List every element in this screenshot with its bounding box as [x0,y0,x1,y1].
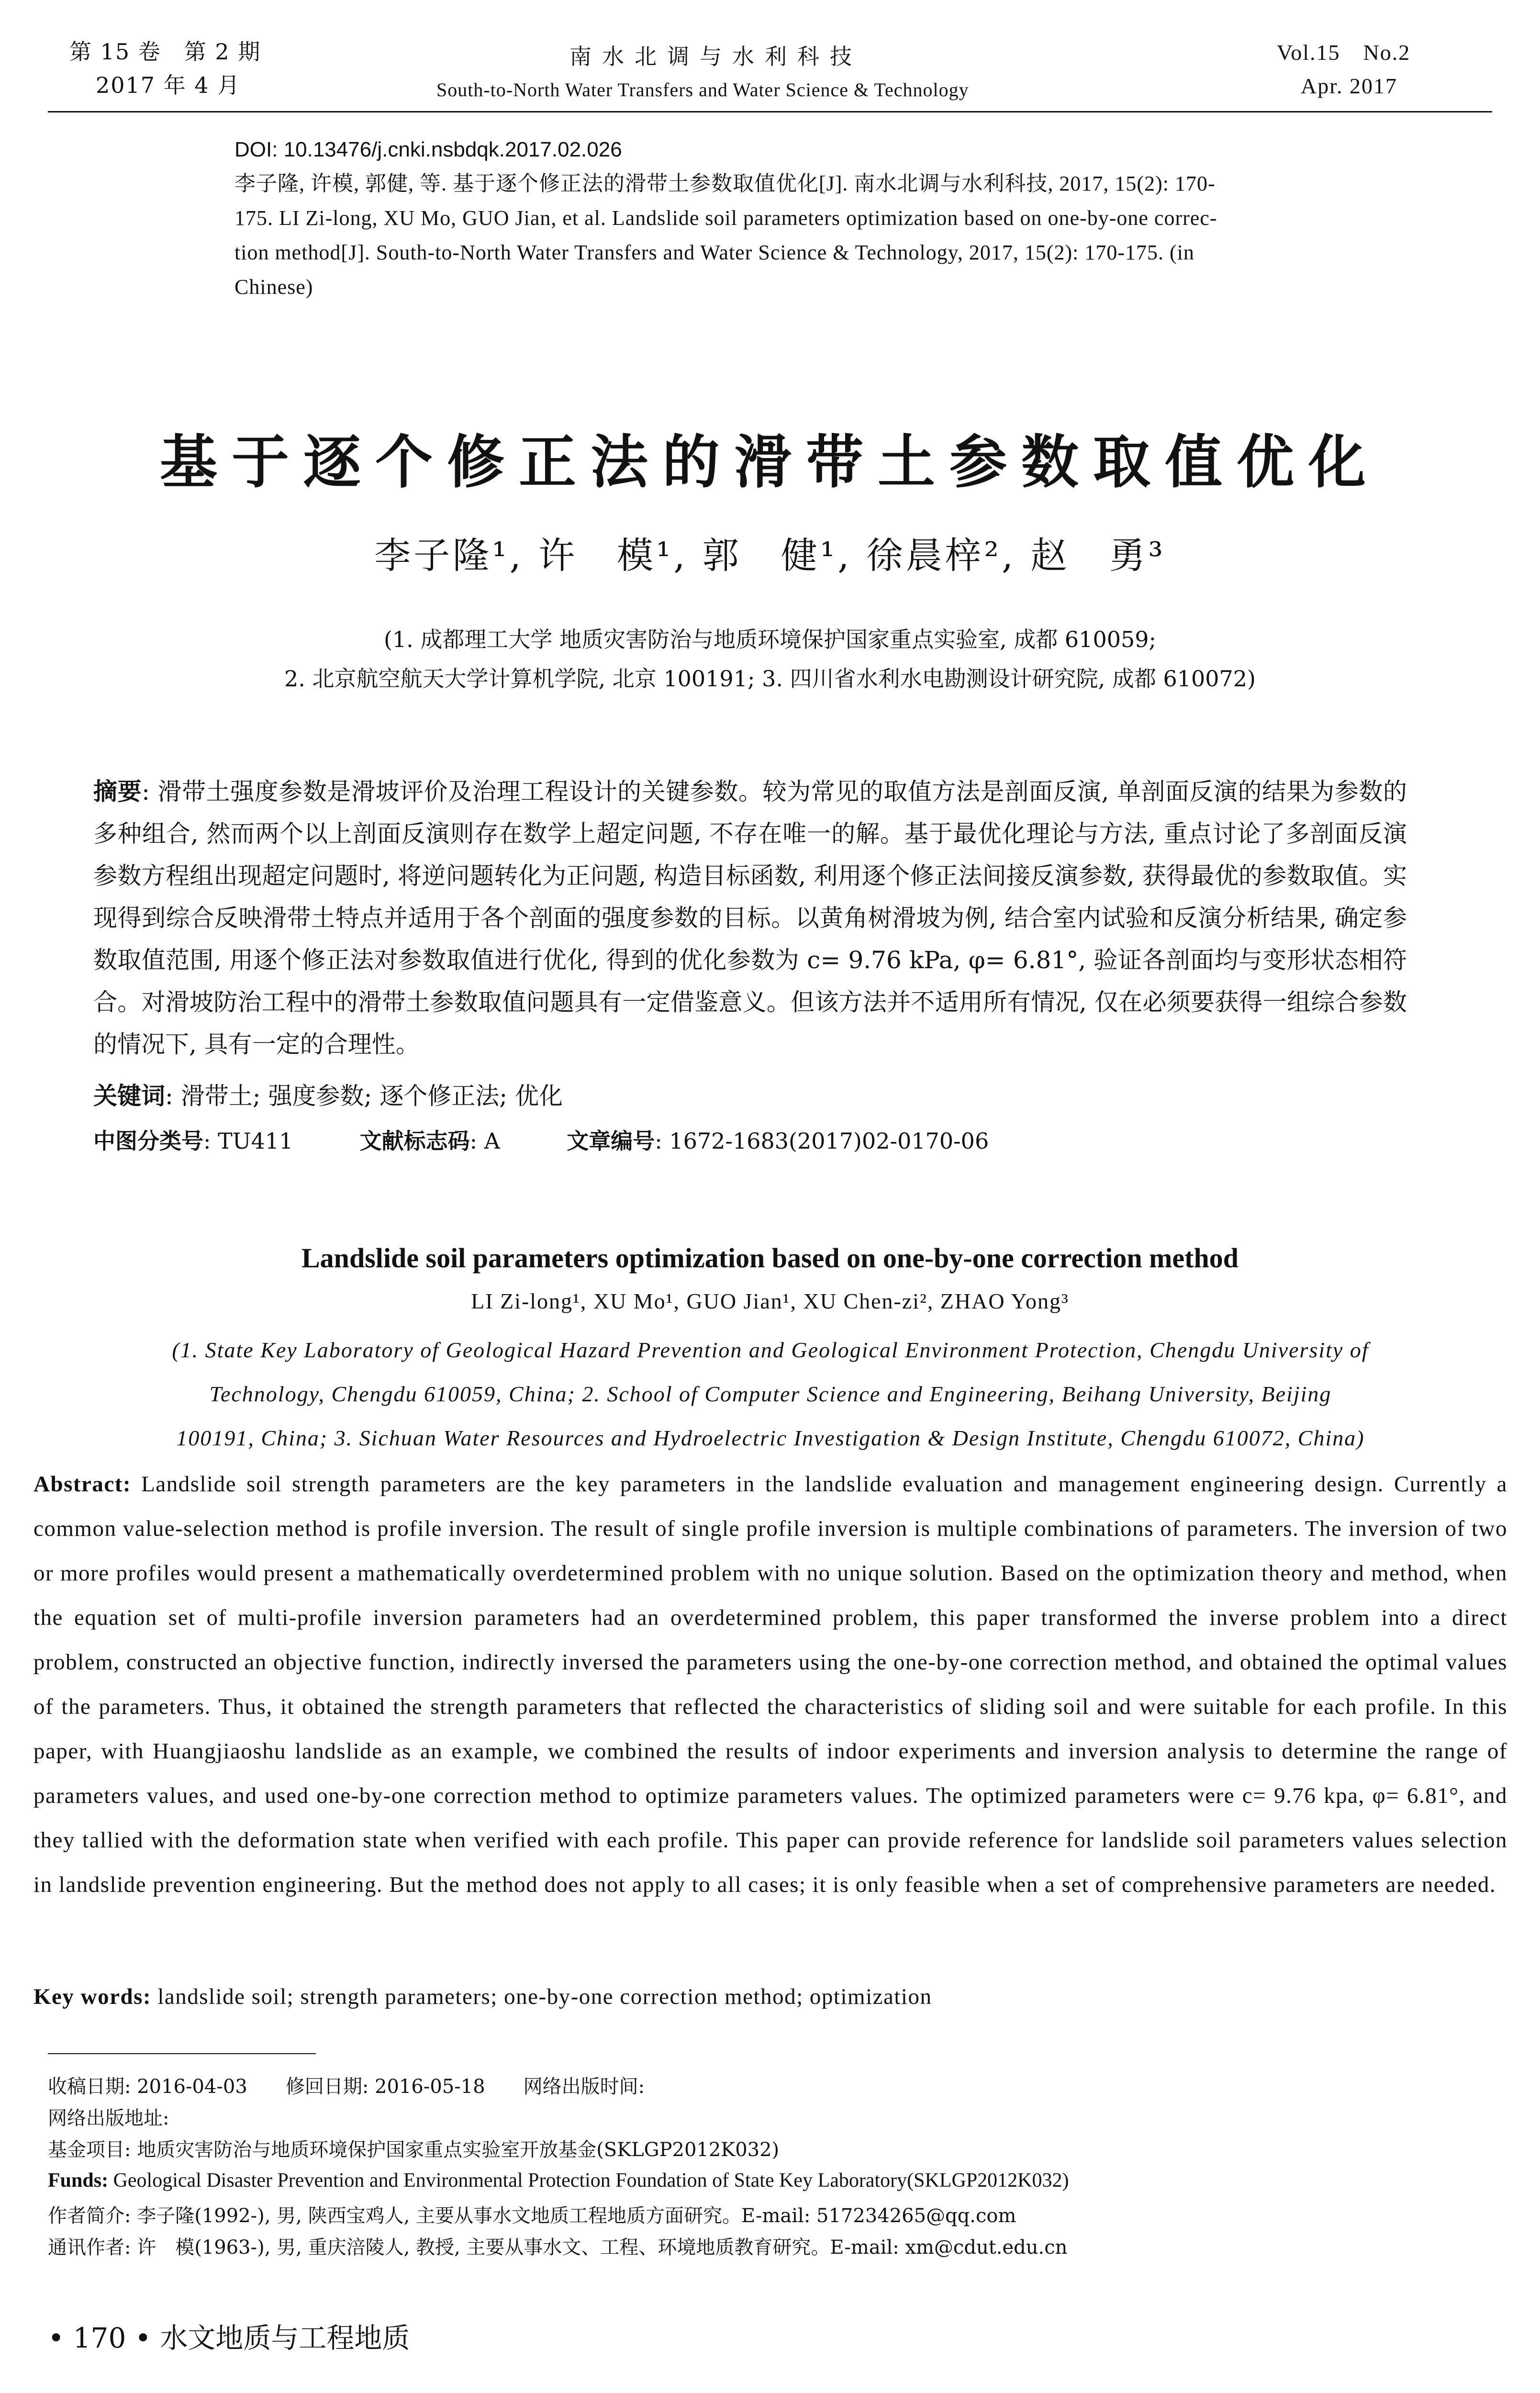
header-rule [48,111,1492,112]
footnote-fund-cn: 基金项目: 地质灾害防治与地质环境保护国家重点实验室开放基金(SKLGP2012K032) [48,2139,780,2161]
keywords-en-label: Key words: [33,1984,152,2009]
keywords-cn-label: 关键词 [93,1082,165,1110]
paper-title-cn: 基于逐个修正法的滑带土参数取值优化 [160,428,1380,496]
doc-code-value: A [484,1128,500,1154]
article-id-label: 文章编号 [567,1128,655,1154]
affiliation-en-line-3: 100191, China; 3. Sichuan Water Resources and Hydroelectric Investigation & Design Institute, Chengdu 610072, China) [176,1426,1365,1450]
abstract-en-label: Abstract: [33,1472,132,1497]
footnote-fund-en-text: Geological Disaster Prevention and Environmental Protection Foundation of State Key Laboratory(SKLGP2012K032) [113,2169,1069,2192]
clc-label: 中图分类号 [93,1128,203,1154]
abstract-cn-label: 摘要 [93,777,142,805]
citation-line-2: 175. LI Zi-long, XU Mo, GUO Jian, et al. Landslide soil parameters optimization based on one-by-one correc- [234,206,1217,230]
date-label-en: Apr. 2017 [1301,74,1397,98]
keywords-en [33,1984,932,2010]
volume-label: Vol.15 No.2 [1277,40,1411,65]
affiliation-en-line-2: Technology, Chengdu 610059, China; 2. School of Computer Science and Engineering, Beihang University, Beijing [209,1382,1332,1406]
issue-label: 第 15 卷 第 2 期 [69,39,261,65]
footnote-author1: 作者简介: 李子隆(1992-), 男, 陕西宝鸡人, 主要从事水文地质工程地质方面研究。E-mail: 517234265@qq.com [48,2205,1016,2227]
clc-value: TU411 [218,1128,293,1154]
footnote-fund-en-label: Funds: [48,2169,109,2192]
keywords-cn-text: 滑带土; 强度参数; 逐个修正法; 优化 [180,1082,563,1110]
doc-code-label: 文献标志码 [359,1128,470,1154]
keywords-en-text: landslide soil; strength parameters; one-by-one correction method; optimization [157,1984,932,2009]
citation-line-1: 李子隆, 许模, 郭健, 等. 基于逐个修正法的滑带土参数取值优化[J]. 南水北调与水利科技, 2017, 15(2): 170- [234,172,1216,195]
authors-en: LI Zi-long¹, XU Mo¹, GUO Jian¹, XU Chen-zi², ZHAO Yong³ [471,1289,1069,1313]
footnote-author2: 通讯作者: 许 模(1963-), 男, 重庆涪陵人, 教授, 主要从事水文、工程、环境地质教育研究。E-mail: xm@cdut.edu.cn [48,2236,1068,2259]
footnote-fund-en [48,2169,1069,2192]
journal-title-en: South-to-North Water Transfers and Water Science & Technology [436,79,969,101]
footnote-received: 收稿日期: 2016-04-03 修回日期: 2016-05-18 网络出版时间: [48,2076,645,2098]
journal-title-cn: 南水北调与水利科技 [569,44,862,69]
affiliation-cn-line-1: (1. 成都理工大学 地质灾害防治与地质环境保护国家重点实验室, 成都 610059; [383,626,1157,652]
paper-title-en: Landslide soil parameters optimization based on one-by-one correction method [301,1242,1239,1274]
classification-cn: 中图分类号: TU411 文献标志码: A 文章编号: 1672-1683(2017)02-0170-06 [93,1128,989,1154]
doi: DOI: 10.13476/j.cnki.nsbdqk.2017.02.026 [234,138,622,161]
article-id-value: 1672-1683(2017)02-0170-06 [669,1128,989,1154]
citation-line-3: tion method[J]. South-to-North Water Transfers and Water Science & Technology, 2017, 15(2): 170-175. (in [234,241,1194,264]
abstract-cn: 摘要: 滑带土强度参数是滑坡评价及治理工程设计的关键参数。较为常见的取值方法是剖面反演, 单剖面反演的结果为参数的多种组合, 然而两个以上剖面反演则存在数学上超定问题, 不存在唯一的解。基于最优化理论与方法, 重点讨论了多剖面反演参数方程组出现超定问题时, 将逆问题转化为正问题, 构造目标函数, 利用逐个修正法间接反演参数, 获得最优的参数取值。实现得到综合反映滑带土特点并适用于各个剖面的强度参数的目标。以黄角树滑坡为例, 结合室内试验和反演分析结果, 确定参数取值范围, 用逐个修正法对参数取值进行优化, 得到的优化参数为 c= 9.76 kPa, φ= 6.81°, 验证各剖面均与变形状态相符合。对滑坡防治工程中的滑带土参数取值问题具有一定借鉴意义。但该方法并不适用所有情况, 仅在必须要获得一组综合参数的情况下, 具有一定的合理性。 [93,777,1407,1058]
footnote-url: 网络出版地址: [48,2107,169,2129]
abstract-en [33,1462,1507,1907]
authors-cn: 李子隆¹, 许 模¹, 郭 健¹, 徐晨梓², 赵 勇³ [374,534,1166,577]
page-footer: • 170 • 水文地质与工程地质 [48,2322,410,2354]
affiliation-en-line-1: (1. State Key Laboratory of Geological Hazard Prevention and Geological Environment Protection, Chengdu University of [172,1338,1369,1362]
citation-line-4: Chinese) [234,275,313,299]
date-label: 2017 年 4 月 [96,72,241,98]
abstract-en-text: Landslide soil strength parameters are the key parameters in the landslide evaluation and management engineering design. Currently a common value-selection method is profile inversion. The result of single profile inversion is multiple combinations of parameters. The inversion of two or more profiles would present a mathematically overdetermined problem with no unique solution. Based on the optimization theory and method, when the equation set of multi-profile inversion parameters had an overdetermined problem, this paper transformed the inverse problem into a direct problem, constructed an objective function, indirectly inversed the parameters using the one-by-one correction method, and obtained the optimal values of the parameters. Thus, it obtained the strength parameters that reflected the characteristics of sliding soil and were suitable for each profile. In this paper, with Huangjiaoshu landslide as an example, we combined the results of indoor experiments and inversion analysis to determine the range of parameters values, and used one-by-one correction method to optimize parameters values. The optimized parameters were c= 9.76 kpa, φ= 6.81°, and they tallied with the deformation state when verified with each profile. This paper can provide reference for landslide soil parameters values selection in landslide prevention engineering. But the method does not apply to all cases; it is only feasible when a set of comprehensive parameters are needed. [33,1472,1507,1897]
affiliation-cn-line-2: 2. 北京航空航天大学计算机学院, 北京 100191; 3. 四川省水利水电勘测设计研究院, 成都 610072) [284,666,1256,692]
footnote-rule [48,2053,316,2054]
keywords-cn: 关键词: 滑带土; 强度参数; 逐个修正法; 优化 [93,1082,563,1110]
abstract-cn-text: 滑带土强度参数是滑坡评价及治理工程设计的关键参数。较为常见的取值方法是剖面反演, 单剖面反演的结果为参数的多种组合, 然而两个以上剖面反演则存在数学上超定问题, 不存在唯一的解。基于最优化理论与方法, 重点讨论了多剖面反演参数方程组出现超定问题时, 将逆问题转化为正问题, 构造目标函数, 利用逐个修正法间接反演参数, 获得最优的参数取值。实现得到综合反映滑带土特点并适用于各个剖面的强度参数的目标。以黄角树滑坡为例, 结合室内试验和反演分析结果, 确定参数取值范围, 用逐个修正法对参数取值进行优化, 得到的优化参数为 c= 9.76 kPa, φ= 6.81°, 验证各剖面均与变形状态相符合。对滑坡防治工程中的滑带土参数取值问题具有一定借鉴意义。但该方法并不适用所有情况, 仅在必须要获得一组综合参数的情况下, 具有一定的合理性。 [93,778,1407,1058]
